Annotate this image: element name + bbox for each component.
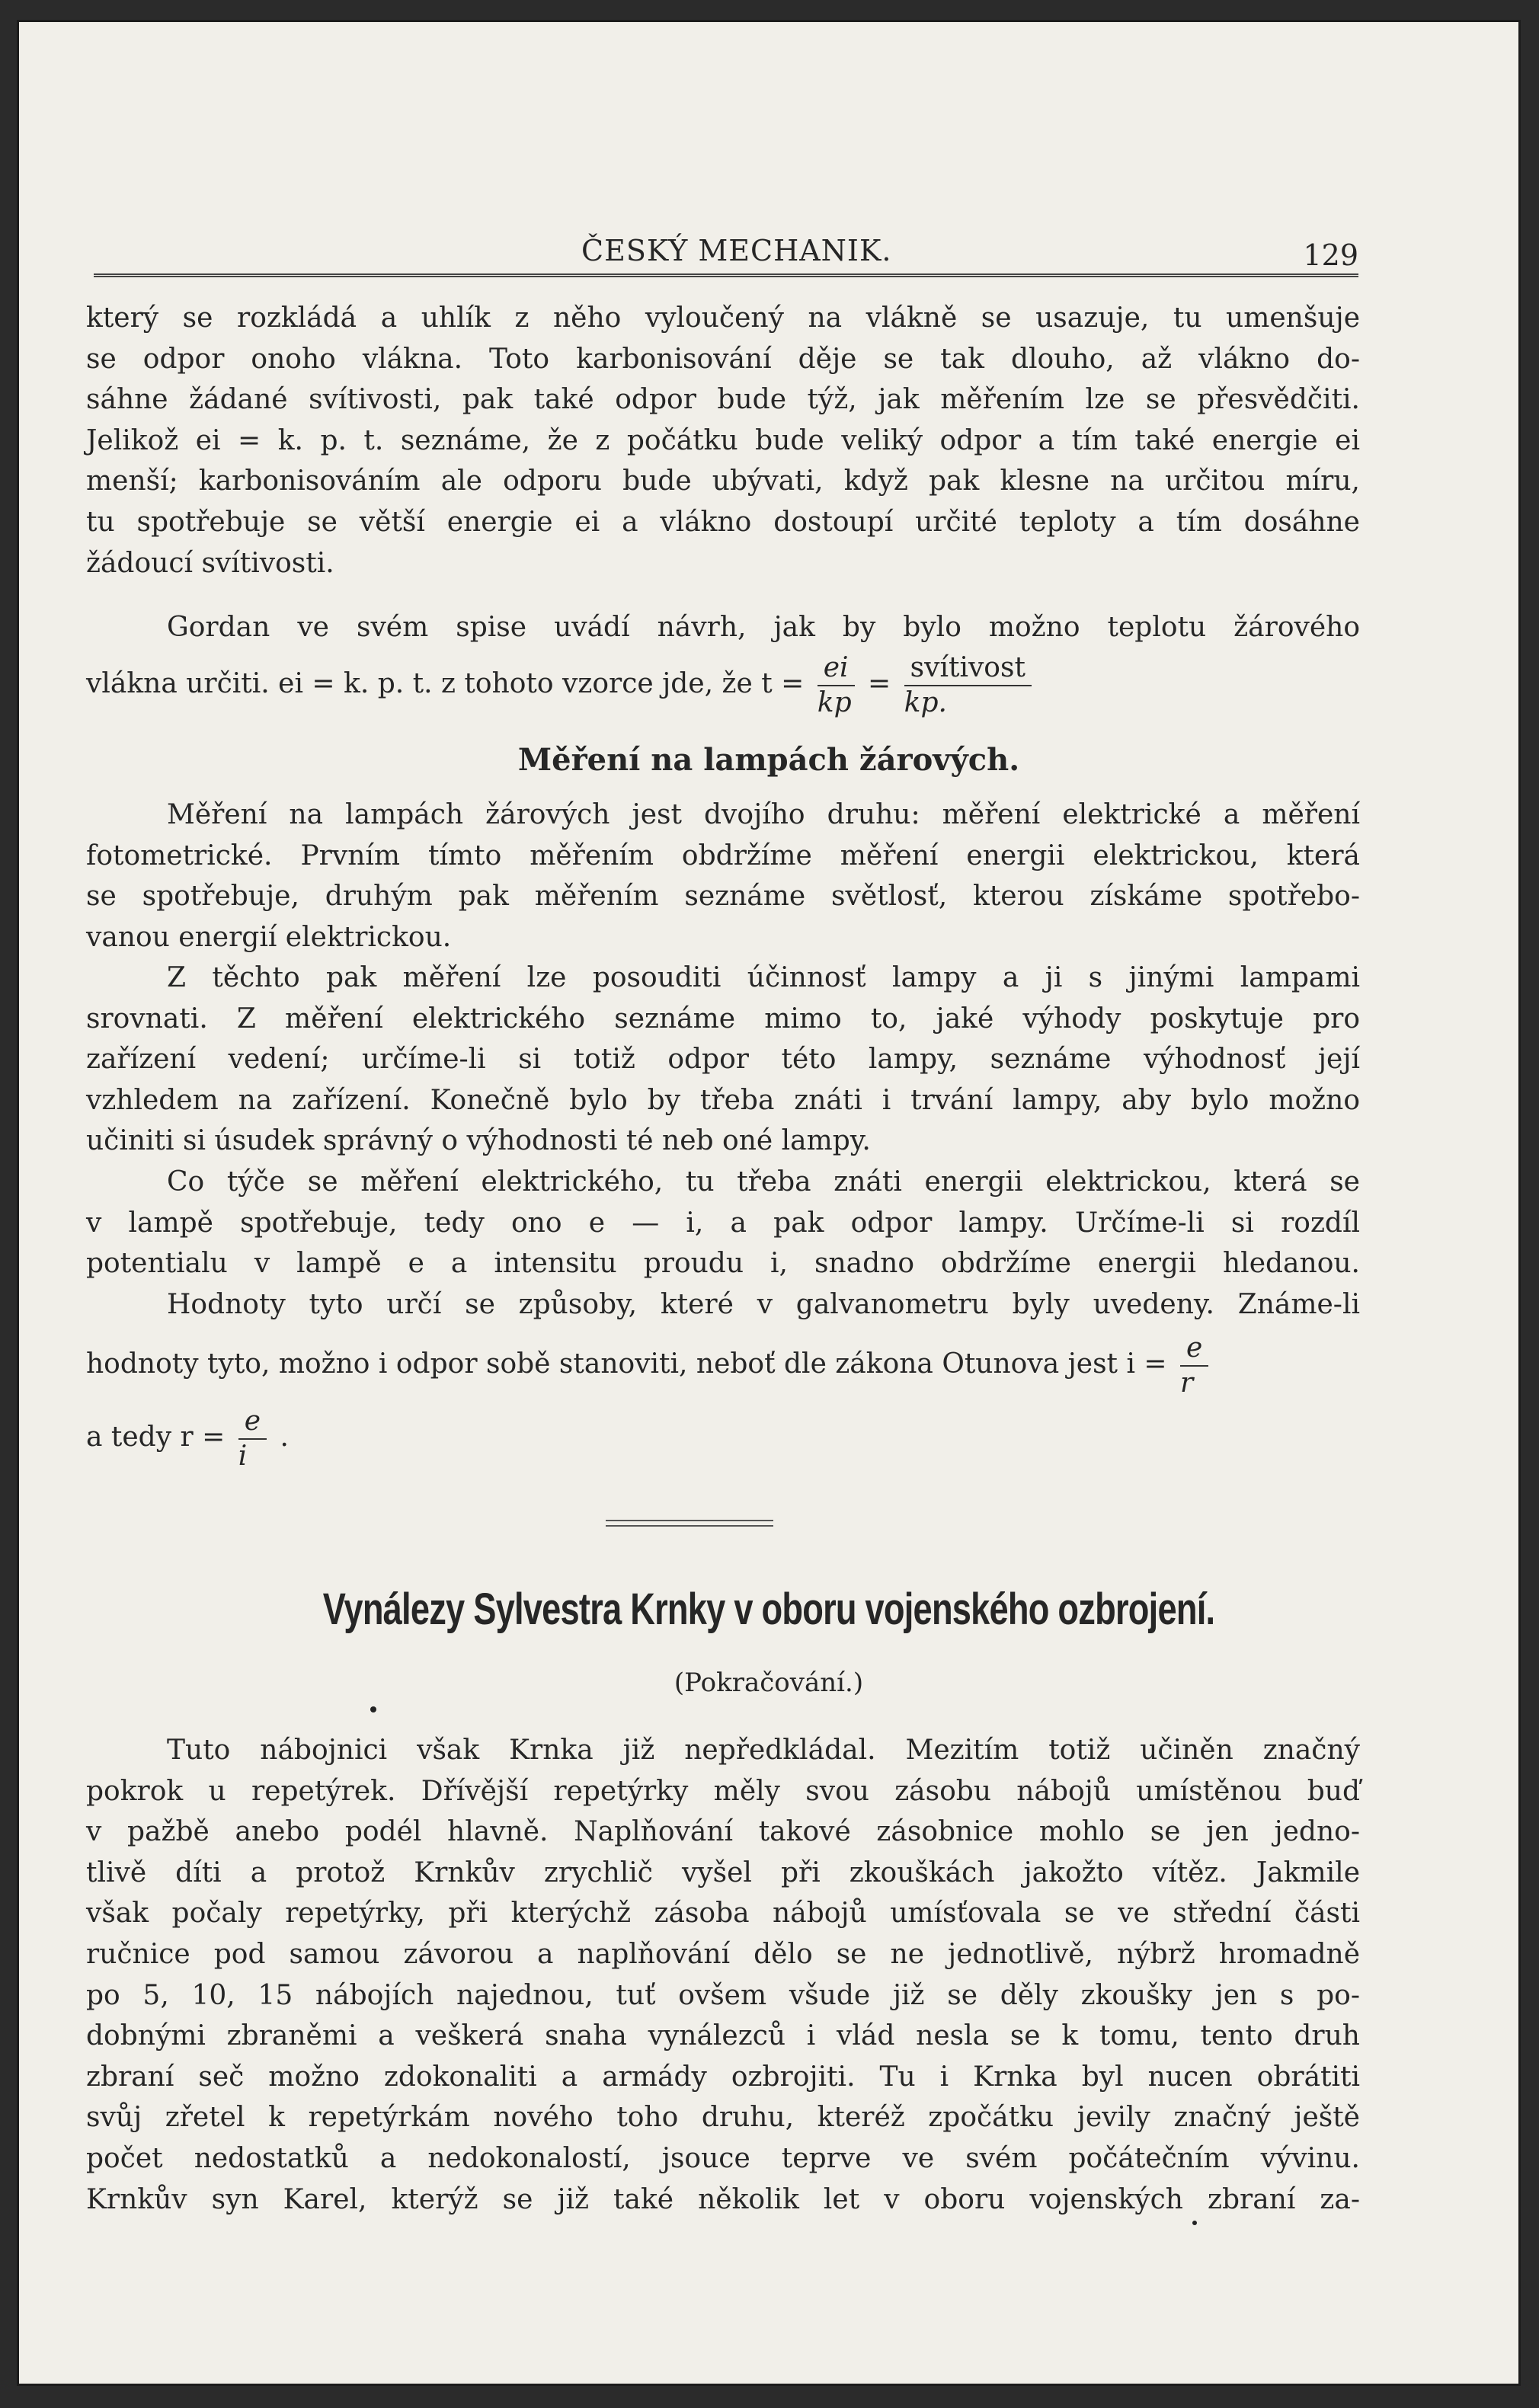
text-line: tu spotřebuje se větší energie ei a vlákno dostoupí určité teploty a tím dosáhne [86,506,1360,538]
fraction-ei-kp [817,651,855,720]
equals-sign: = [868,667,891,699]
text-line: vanou energií elektrickou. [86,921,452,953]
print-speck [370,1706,376,1712]
text-line: v pažbě anebo podél hlavně. Naplňování takové zásobnice mohlo se jen jedno- [86,1816,1360,1848]
fraction-denominator: kp. [904,686,947,718]
formula-line [86,1332,1360,1400]
text-line: Hodnoty tyto určí se způsoby, které v galvanometru byly uvedeny. Známe-li [167,1289,1360,1320]
fraction-svitivost-kp [904,651,1032,720]
text-segment: vlákna určiti. ei = k. p. t. z tohoto vzorce jde, že t = [86,667,805,699]
separator-rule [606,1525,773,1527]
text-line: se spotřebuje, druhým pak měřením seznáme světlosť, kterou získáme spotřebo- [86,881,1360,913]
formula-line [86,1405,1360,1473]
text-line: dobnými zbraněmi a veškerá snaha vynálezců i vlád nesla se k tomu, tento druh [86,2020,1360,2052]
text-line: počet nedostatků a nedokonalostí, jsouce teprve ve svém počátečním vývinu. [86,2142,1360,2174]
text-line: potentialu v lampě e a intensitu proudu i, snadno obdržíme energii hledanou. [86,1248,1360,1280]
text-line: Z těchto pak měření lze posouditi účinnosť lampy a ji s jinými lampami [167,962,1360,993]
paragraph-krnka [86,1730,1360,2220]
fraction-e-i [238,1405,267,1473]
fraction-e-r [1180,1332,1208,1400]
text-line: Gordan ve svém spise uvádí návrh, jak by bylo možno teplotu žárového [167,612,1360,643]
article-title: Vynálezy Sylvestra Krnky v oboru vojenského ozbrojení. [322,1585,1215,1634]
separator-rule [606,1520,773,1521]
text-line: pokrok u repetýrek. Dřívější repetýrky měly svou zásobu nábojů umístěnou buď [86,1775,1360,1807]
text-line: Měření na lampách žárových jest dvojího druhu: měření elektrické a měření [167,799,1360,830]
fraction-numerator: svítivost [904,651,1032,686]
text-line: žádoucí svítivosti. [86,547,334,579]
continued-note: (Pokračování.) [674,1668,864,1698]
formula-line [86,651,1360,720]
text-line: Krnkův syn Karel, kterýž se již také několik let v oboru vojenských zbraní za- [86,2183,1360,2215]
text-line: po 5, 10, 15 nábojích najednou, tuť ovšem všude již se děly zkoušky jen s po- [86,1979,1360,2011]
running-header [94,228,1358,277]
text-line: se odpor onoho vlákna. Toto karbonisování děje se tak dlouho, až vlákno do- [86,343,1360,375]
print-speck [1192,2221,1197,2225]
fraction-numerator: e [1180,1332,1208,1367]
text-line: zařízení vedení; určíme-li si totiž odpor této lampy, seznáme výhodnosť její [86,1044,1360,1076]
text-line: ručnice pod samou závorou a naplňování dělo se ne jednotlivě, nýbrž hromadně [86,1938,1360,1970]
text-line: učiniti si úsudek správný o výhodnosti té neb oné lampy. [86,1125,871,1157]
text-line: svůj zřetel k repetýrkám nového toho druhu, kteréž zpočátku jevily značný ještě [86,2102,1360,2134]
paragraph-efficiency [86,958,1360,1162]
text-line: vzhledem na zařízení. Konečně bylo by třeba znáti i trvání lampy, aby bylo možno [86,1084,1360,1116]
text-line: však počaly repetýrky, při kterýchž zásoba nábojů umísťovala se ve střední části [86,1898,1360,1930]
paragraph-gordan [86,607,1360,720]
section-heading: Měření na lampách žárových. [517,742,1020,778]
paragraph-electrical [86,1162,1360,1284]
text-segment: hodnoty tyto, možno i odpor sobě stanoviti, neboť dle zákona Otunova jest i = [86,1348,1167,1380]
fraction-numerator: e [238,1405,267,1440]
fraction-denominator: r [1180,1367,1194,1399]
text-segment: . [280,1421,289,1453]
fraction-denominator: i [238,1440,248,1472]
text-line: zbraní seč možno zdokonaliti a armády ozbrojiti. Tu i Krnka byl nucen obrátiti [86,2061,1360,2093]
journal-title: ČESKÝ MECHANIK. [581,234,892,267]
paragraph-carbonising [86,298,1360,584]
text-line: Co týče se měření elektrického, tu třeba znáti energii elektrickou, která se [167,1166,1360,1198]
paragraph-ohm [86,1284,1360,1473]
text-line: v lampě spotřebuje, tedy ono e — i, a pak odpor lampy. Určíme-li si rozdíl [86,1207,1360,1239]
page [17,20,1521,2386]
text-line: menší; karbonisováním ale odporu bude ubývati, když pak klesne na určitou míru, [86,465,1360,497]
text-line: fotometrické. Prvním tímto měřením obdržíme měření energii elektrickou, která [86,839,1360,871]
fraction-numerator: ei [817,651,855,686]
text-line: Tuto nábojnici však Krnka již nepředkládal. Mezitím totiž učiněn značný [167,1735,1360,1766]
text-line: který se rozkládá a uhlík z něho vyloučený na vlákně se usazuje, tu umenšuje [86,302,1360,334]
fraction-denominator: kp [817,686,852,718]
text-line: sáhne žádané svítivosti, pak také odpor bude týž, jak měřením lze se přesvědčiti. [86,384,1360,416]
text-line: srovnati. Z měření elektrického seznáme mimo to, jaké výhody poskytuje pro [86,1003,1360,1035]
paragraph-measurement [86,795,1360,958]
text-line: tlivě díti a protož Krnkův zrychlič vyšel při zkouškách jakožto vítěz. Jakmile [86,1856,1360,1888]
page-number: 129 [1303,238,1358,272]
text-segment: a tedy r = [86,1421,226,1453]
text-line: Jelikož ei = k. p. t. seznáme, že z počátku bude veliký odpor a tím také energie ei [86,424,1360,456]
